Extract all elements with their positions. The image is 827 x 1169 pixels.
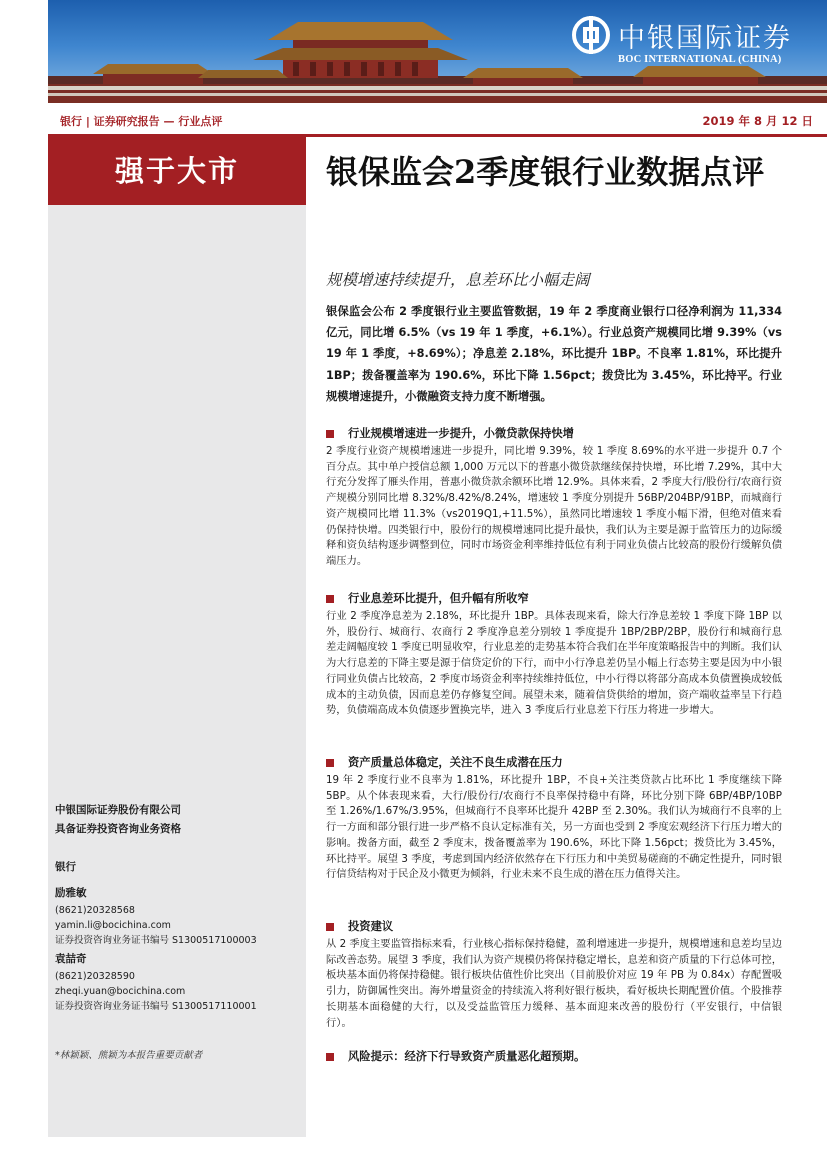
section-asset-quality — [326, 754, 782, 883]
report-summary: 银保监会公布 2 季度银行业主要监管数据，19 年 2 季度商业银行口径净利润为 11,334 亿元，同比增 6.5%（vs 19 年 1 季度，+6.1%）。行业总资产规模同比增 9.39%（vs 19 年 1 季度，+8.69%）；净息差 2.18%，环比提升 1BP。不良率 1.81%，环比提升 1BP；拨备覆盖率为 190.6%，环比下降 1.56pct；拨贷比为 3.45%，环比持平。行业规模增速提升，小微融资支持力度不断增强。 — [326, 305, 782, 403]
section-body: 行业 2 季度净息差为 2.18%，环比提升 1BP。具体表现来看，除大行净息差较 1 季度下降 1BP 以外，股份行、城商行、农商行 2 季度净息差分别较 1 季度提升 1BP/2BP/2BP，股份行和城商行息差走阔幅度较 1 季度已明显收窄，行业息差的走势基本符合我们在半年度策略报告中的判断。我们认为大行息差的下降主要是源于信贷定价的下行，而中小行净息差仍呈小幅上行态势主要是因为中小银行同业负债占比较高，2 季度市场资金利率持续维持低位，中小行得以将部分高成本负债置换成较低成本的主动负债，因而息差仍存修复空间。展望未来，随着信贷供给的增加，资产端收益率呈下行趋势，负债端高成本负债逐步置换完毕，进入 3 季度后行业息差下行压力将进一步增大。 — [326, 610, 782, 717]
analyst-phone: (8621)20328590 — [55, 971, 135, 982]
breadcrumb: 银行 | 证券研究报告 — 行业点评 — [60, 115, 223, 128]
analyst-cert: 证券投资咨询业务证书编号 S1300517110001 — [55, 1001, 257, 1012]
section-heading: 行业规模增速进一步提升，小微贷款保持快增 — [326, 425, 782, 441]
section-scale-growth — [326, 425, 782, 570]
section-investment-advice — [326, 918, 782, 1031]
report-header-strip — [48, 104, 827, 137]
section-body: 19 年 2 季度行业不良率为 1.81%，环比提升 1BP，不良+关注类贷款占比环比 1 季度继续下降 5BP。从个体表现来看，大行/股份行/农商行不良率保持稳中有降，环比分别下降 6BP/4BP/10BP 至 1.26%/1.67%/3.95%，但城商行不良率环比提升 42BP 至 2.30%。我们认为城商行不良率的上行一方面和部分银行进一步严格不良认定标准有关，另一方面也受到 2 季度宏观经济下行压力增大的影响。拨备方面，截至 2 季度末，拨备覆盖率为 190.6%，环比下降 1.56pct；拨贷比为 3.45%，环比持平。展望 3 季度，考虑到国内经济依然存在下行压力和中美贸易磋商的不确定性提升，同时银行信贷结构对于民企及小微更为倾斜，行业未来不良生成的潜在压力值得关注。 — [326, 774, 782, 881]
report-title: 银保监会2季度银行业数据点评 — [326, 153, 765, 191]
report-date: 2019 年 8 月 12 日 — [702, 114, 813, 128]
brand-logo — [568, 16, 827, 76]
contributor-note: *林颖颖、熊颖为本报告重要贡献者 — [55, 1050, 203, 1061]
analyst-cert: 证券投资咨询业务证书编号 S1300517100003 — [55, 935, 257, 946]
analyst-name: 励雅敏 — [55, 887, 87, 899]
risk-warning: 风险提示：经济下行导致资产质量恶化超预期。 — [326, 1048, 585, 1064]
boc-logo-icon — [572, 16, 610, 54]
sector-label: 银行 — [55, 861, 76, 873]
sidebar — [48, 137, 306, 1137]
company-qualification: 具备证券投资咨询业务资格 — [55, 823, 181, 835]
header-banner — [48, 0, 827, 103]
analyst-phone: (8621)20328568 — [55, 905, 135, 916]
section-heading: 资产质量总体稳定，关注不良生成潜在压力 — [326, 754, 782, 770]
section-heading: 投资建议 — [326, 918, 782, 934]
brand-name-cn: 中银国际证券 — [618, 23, 792, 54]
bullet-square-icon — [326, 1053, 334, 1061]
analyst-email[interactable]: zheqi.yuan@bocichina.com — [55, 986, 186, 997]
company-name: 中银国际证券股份有限公司 — [55, 804, 181, 816]
report-subtitle: 规模增速持续提升，息差环比小幅走阔 — [326, 271, 590, 289]
section-net-interest-margin — [326, 590, 782, 719]
bullet-square-icon — [326, 430, 334, 438]
brand-name-en: BOC INTERNATIONAL (CHINA) — [618, 54, 782, 65]
section-body: 从 2 季度主要监管指标来看，行业核心指标保持稳健，盈利增速进一步提升，规模增速和息差均呈边际改善态势。展望 3 季度，我们认为资产规模仍将保持稳定增长，息差和资产质量的下行总体可控，板块基本面仍将保持稳健。银行板块估值性价比突出（目前股价对应 19 年 PB 为 0.84x）存配置吸引力，防御属性突出。海外增量资金的持续流入将利好银行板块，看好板块长期配置价值。个股推荐长期基本面稳健的大行，以及受益监管压力缓释、基本面迎来改善的股份行（平安银行，中信银行）。 — [326, 938, 782, 1029]
bullet-square-icon — [326, 595, 334, 603]
analyst-card — [55, 886, 257, 948]
analyst-email[interactable]: yamin.li@bocichina.com — [55, 920, 171, 931]
analyst-name: 袁喆奇 — [55, 953, 87, 965]
section-body: 2 季度行业资产规模增速进一步提升，同比增 9.39%，较 1 季度 8.69%的水平进一步提升 0.7 个百分点。其中单户授信总额 1,000 万元以下的普惠小微贷款继续保持快增，环比增 7.29%，其中大行充分发挥了雁头作用，普惠小微贷款余额环比增 12.9%。具体来看，2 季度大行/股份行/农商行资产规模分别同比增 8.32%/8.42%/8.24%，增速较 1 季度分别提升 56BP/204BP/91BP，而城商行资产规模同比增 11.3%（vs2019Q1,+11.5%），虽然同比增速较 1 季度小幅下滑，但绝对值来看仍保持快增。四类银行中，股份行的规模增速同比提升最快，我们认为主要是源于监管压力的边际缓释和资负结构逐步调整到位，同时市场资金利率维持低位有利于同业负债占比较高的股份行缓解负债端压力。 — [326, 445, 782, 567]
company-info — [55, 801, 181, 839]
bullet-square-icon — [326, 923, 334, 931]
analyst-card — [55, 952, 257, 1014]
section-heading: 行业息差环比提升，但升幅有所收窄 — [326, 590, 782, 606]
rating-badge: 强于大市 — [48, 137, 306, 205]
bullet-square-icon — [326, 759, 334, 767]
